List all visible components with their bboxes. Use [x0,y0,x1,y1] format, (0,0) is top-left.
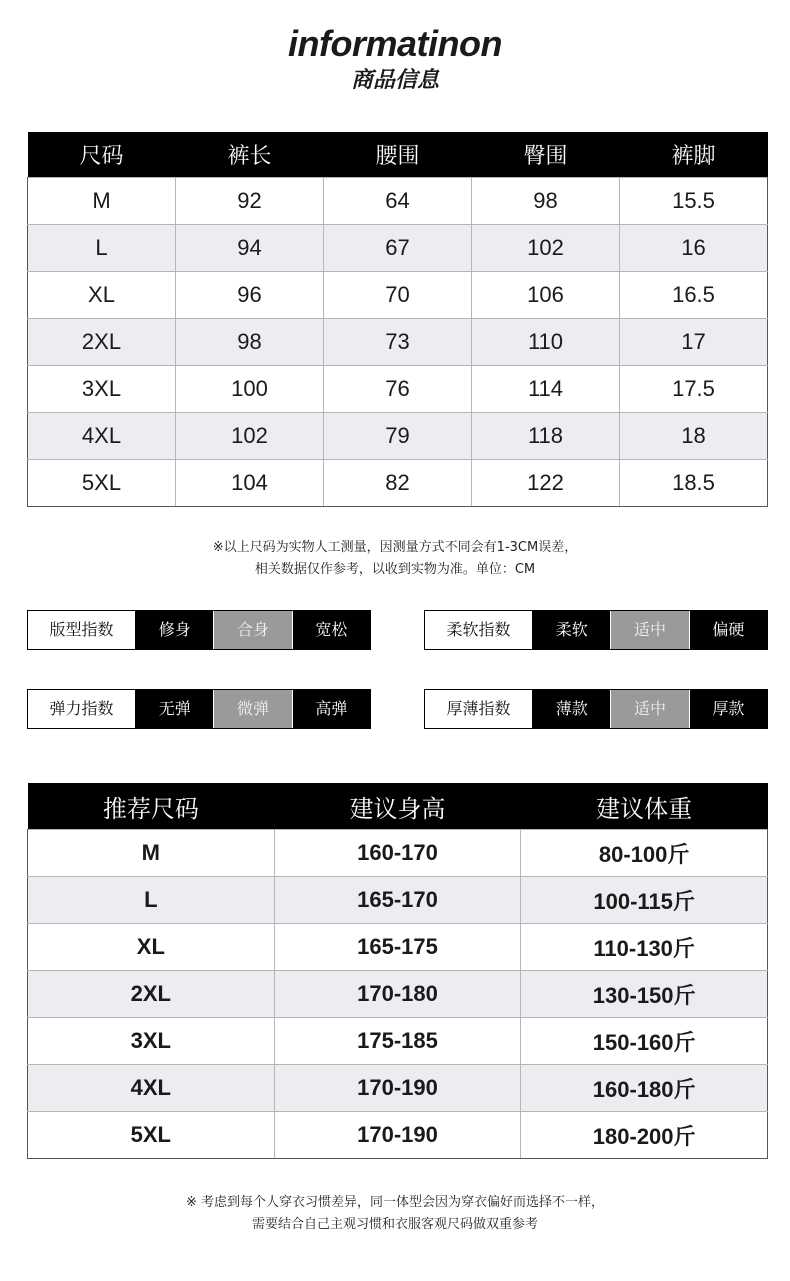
table-cell: 130-150斤 [521,971,768,1018]
table-cell: 73 [324,319,472,366]
table-cell: 122 [472,460,620,507]
table-cell: 165-175 [274,924,521,971]
index-option: 厚款 [689,690,767,728]
table-cell: 92 [176,178,324,225]
table-cell: 150-160斤 [521,1018,768,1065]
index-option: 柔软 [533,611,610,649]
index-option: 薄款 [533,690,610,728]
table-cell: 175-185 [274,1018,521,1065]
table-cell: 4XL [28,1065,275,1112]
table-cell: 3XL [28,1018,275,1065]
table-row [28,924,768,971]
table-cell: 106 [472,272,620,319]
column-header: 推荐尺码 [28,783,275,830]
table-cell: 104 [176,460,324,507]
table-cell: 17 [620,319,768,366]
table-cell: 76 [324,366,472,413]
index-label: 弹力指数 [28,690,136,728]
table-cell: 170-180 [274,971,521,1018]
table-row [28,1018,768,1065]
index-elasticity [27,689,371,729]
table-cell: 2XL [28,971,275,1018]
table-cell: M [28,830,275,877]
index-label: 厚薄指数 [425,690,533,728]
table-cell: 18.5 [620,460,768,507]
index-option-selected: 适中 [610,611,688,649]
table-cell: 118 [472,413,620,460]
table-cell: 3XL [28,366,176,413]
table-row [28,971,768,1018]
table-row [28,319,768,366]
table-cell: 16 [620,225,768,272]
table-cell: 5XL [28,460,176,507]
column-header: 裤长 [176,132,324,178]
table-row [28,877,768,924]
size-chart-table [27,132,768,507]
table-row [28,1112,768,1159]
table-row [28,830,768,877]
table-cell: 170-190 [274,1065,521,1112]
column-header: 建议体重 [521,783,768,830]
table-cell: 94 [176,225,324,272]
table-cell: 98 [176,319,324,366]
column-header: 尺码 [28,132,176,178]
table-cell: 114 [472,366,620,413]
table-cell: 165-170 [274,877,521,924]
table-cell: 2XL [28,319,176,366]
fit-note-line: 需要结合自己主观习惯和衣服客观尺码做双重参考 [251,1217,538,1232]
column-header: 腰围 [324,132,472,178]
table-row [28,1065,768,1112]
fit-note-line: ※ 考虑到每个人穿衣习惯差异，同一体型会因为穿衣偏好而选择不一样， [185,1195,605,1210]
index-fit [27,610,371,650]
recommended-size-table [27,783,768,1159]
table-row [28,225,768,272]
table-cell: 82 [324,460,472,507]
index-thickness [424,689,768,729]
size-chart-header-row [28,132,768,178]
page-title: informatinon [288,23,502,64]
table-cell: 18 [620,413,768,460]
column-header: 臀围 [472,132,620,178]
recommended-size-header-row [28,783,768,830]
table-cell: 110 [472,319,620,366]
table-cell: L [28,877,275,924]
measurement-note [0,537,790,581]
table-cell: 102 [176,413,324,460]
table-cell: 102 [472,225,620,272]
table-row [28,413,768,460]
table-cell: 15.5 [620,178,768,225]
table-cell: 100-115斤 [521,877,768,924]
table-row [28,178,768,225]
index-label: 柔软指数 [425,611,533,649]
table-cell: 160-170 [274,830,521,877]
table-cell: 160-180斤 [521,1065,768,1112]
measurement-note-line: 相关数据仅作参考，以收到实物为准。单位：CM [254,562,536,577]
measurement-note-line: ※以上尺码为实物人工测量，因测量方式不同会有1-3CM误差， [212,540,578,555]
table-cell: 96 [176,272,324,319]
table-cell: 100 [176,366,324,413]
table-cell: XL [28,272,176,319]
table-cell: L [28,225,176,272]
table-cell: 79 [324,413,472,460]
column-header: 裤脚 [620,132,768,178]
index-option: 偏硬 [689,611,767,649]
index-label: 版型指数 [28,611,136,649]
table-cell: 16.5 [620,272,768,319]
table-cell: 80-100斤 [521,830,768,877]
index-option: 高弹 [292,690,370,728]
table-cell: 110-130斤 [521,924,768,971]
index-option: 无弹 [136,690,213,728]
table-cell: 170-190 [274,1112,521,1159]
table-cell: 180-200斤 [521,1112,768,1159]
table-cell: 17.5 [620,366,768,413]
table-row [28,272,768,319]
index-option-selected: 合身 [213,611,291,649]
table-row [28,366,768,413]
index-option-selected: 适中 [610,690,688,728]
table-cell: 98 [472,178,620,225]
index-softness [424,610,768,650]
page-subtitle: 商品信息 [350,68,439,93]
column-header: 建议身高 [274,783,521,830]
table-cell: 70 [324,272,472,319]
table-cell: 64 [324,178,472,225]
table-row [28,460,768,507]
table-cell: 5XL [28,1112,275,1159]
table-cell: M [28,178,176,225]
table-cell: XL [28,924,275,971]
table-cell: 4XL [28,413,176,460]
index-option: 宽松 [292,611,370,649]
index-option-selected: 微弹 [213,690,291,728]
index-option: 修身 [136,611,213,649]
fit-note [0,1192,790,1236]
table-cell: 67 [324,225,472,272]
